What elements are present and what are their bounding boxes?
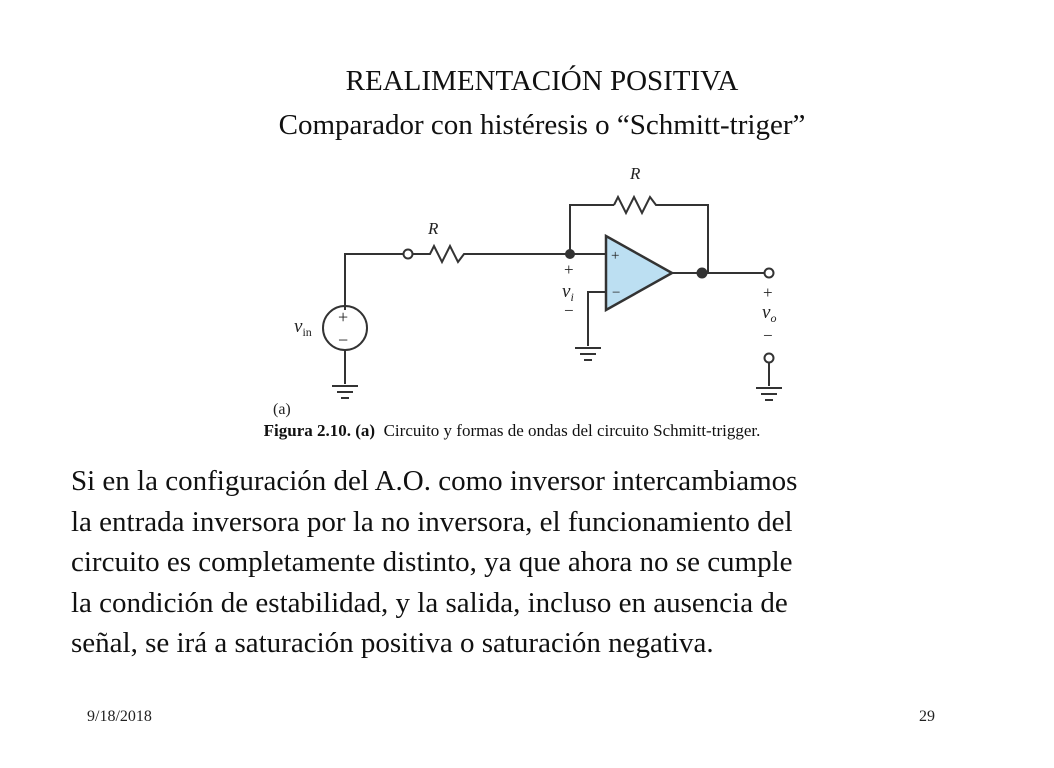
body-line: circuito es completamente distinto, ya que ahora no se cumple bbox=[71, 546, 793, 578]
output-node bbox=[698, 269, 707, 278]
wire-source-top bbox=[345, 254, 404, 310]
opamp-plus-sign: + bbox=[611, 248, 620, 264]
body-line: la entrada inversora por la no inversora, el funcionamiento del bbox=[71, 505, 793, 538]
r-feedback-label: R bbox=[630, 164, 641, 183]
figure-caption-text: Circuito y formas de ondas del circuito Schmitt-trigger. bbox=[383, 421, 761, 440]
vo-subscript: o bbox=[770, 311, 777, 325]
body-line: la condición de estabilidad, y la salida, incluso en ausencia de bbox=[71, 586, 788, 619]
vo-label: $v_o$ bbox=[762, 302, 777, 325]
vin-subscript: in bbox=[302, 325, 312, 339]
slide-title: REALIMENTACIÓN POSITIVA bbox=[345, 65, 739, 97]
figure-caption bbox=[0, 421, 1024, 441]
slide-subtitle: Comparador con histéresis o “Schmitt-triger” bbox=[278, 109, 806, 141]
output-terminal-bottom bbox=[765, 354, 774, 363]
input-resistor bbox=[412, 246, 570, 262]
figure-part-label: (a) bbox=[273, 401, 291, 418]
wire-minus-input bbox=[588, 292, 606, 346]
vi-subscript: i bbox=[570, 290, 574, 304]
body-line: Si en la configuración del A.O. como inversor intercambiamos bbox=[71, 465, 798, 497]
source-minus-sign: − bbox=[338, 330, 349, 350]
source-plus-sign: + bbox=[338, 307, 349, 327]
vo-plus-sign: + bbox=[763, 283, 773, 302]
ground-minus bbox=[575, 348, 601, 360]
ground-source bbox=[332, 386, 358, 398]
opamp-minus-sign: − bbox=[612, 285, 621, 301]
figure-caption-label: Figura 2.10. (a) bbox=[263, 421, 376, 440]
vin-label: $v_{in}$ bbox=[294, 316, 312, 339]
vi-minus-sign: − bbox=[564, 301, 574, 320]
output-terminal-top bbox=[765, 269, 774, 278]
footer-page-number: 29 bbox=[919, 708, 935, 725]
body-line: señal, se irá a saturación positiva o saturación negativa. bbox=[71, 627, 714, 659]
input-terminal bbox=[404, 250, 413, 259]
vi-plus-sign: + bbox=[564, 260, 574, 279]
vo-minus-sign: − bbox=[763, 326, 773, 345]
footer-date: 9/18/2018 bbox=[87, 708, 152, 725]
r-input-label: R bbox=[428, 219, 439, 238]
schmitt-trigger-circuit bbox=[273, 158, 800, 418]
body-paragraph bbox=[71, 461, 951, 664]
vi-label: $v_i$ bbox=[562, 281, 574, 304]
ground-output bbox=[756, 388, 782, 400]
